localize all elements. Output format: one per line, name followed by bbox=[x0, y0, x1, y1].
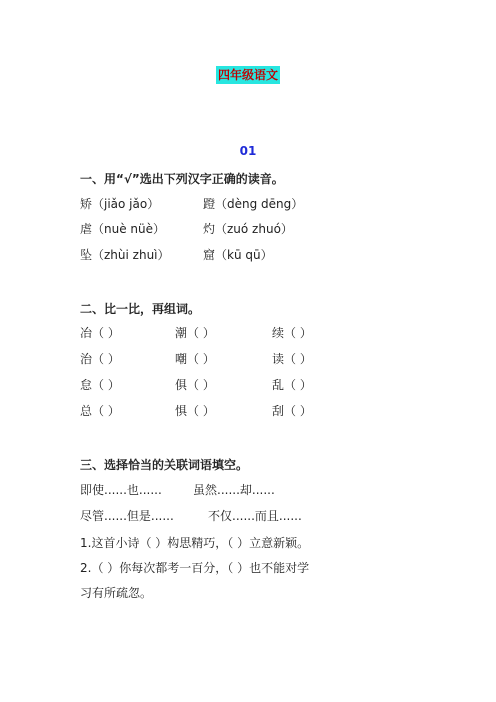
section2-row-1 bbox=[80, 325, 410, 341]
section-number: 01 bbox=[239, 144, 257, 158]
section3-options-row-2 bbox=[80, 508, 410, 524]
section3-heading: 三、选择恰当的关联词语填空。 bbox=[80, 458, 249, 472]
word-item: 总（ ） bbox=[80, 404, 120, 418]
section2-row-4 bbox=[80, 403, 410, 419]
pinyin-item: 灼（zuó zhuó） bbox=[203, 222, 293, 236]
pinyin-item: 窟（kū qū） bbox=[203, 248, 273, 262]
word-item: 读（ ） bbox=[272, 352, 312, 366]
section2-row-3 bbox=[80, 377, 410, 393]
section1-heading: 一、用“√”选出下列汉字正确的读音。 bbox=[80, 172, 284, 186]
word-item: 潮（ ） bbox=[175, 326, 215, 340]
page-title: 四年级语文 bbox=[217, 68, 278, 82]
question-2-continued: 习有所疏忽。 bbox=[80, 586, 153, 600]
pinyin-item: 虐（nuè nüè） bbox=[80, 222, 166, 236]
section2-row-2 bbox=[80, 351, 410, 367]
section3-options-row-1 bbox=[80, 482, 410, 498]
pinyin-item: 矫（jiǎo jǎo） bbox=[80, 197, 160, 211]
pinyin-item: 坠（zhùi zhuì） bbox=[80, 248, 170, 262]
word-item: 俱（ ） bbox=[175, 378, 215, 392]
word-item: 刮（ ） bbox=[272, 404, 312, 418]
question-1: 1.这首小诗（ ）构思精巧，（ ）立意新颖。 bbox=[80, 536, 310, 550]
word-item: 冶（ ） bbox=[80, 326, 120, 340]
word-item: 续（ ） bbox=[272, 326, 312, 340]
word-item: 怠（ ） bbox=[80, 378, 120, 392]
section1-row-1 bbox=[80, 196, 440, 212]
question-2: 2.（ ）你每次都考一百分，（ ）也不能对学 bbox=[80, 561, 310, 575]
section2-heading: 二、比一比，再组词。 bbox=[80, 302, 201, 316]
pinyin-item: 蹬（dèng dēng） bbox=[203, 197, 304, 211]
word-item: 嘲（ ） bbox=[175, 352, 215, 366]
conjunction-option: 虽然......却...... bbox=[193, 483, 275, 497]
word-item: 治（ ） bbox=[80, 352, 120, 366]
word-item: 惧（ ） bbox=[175, 404, 215, 418]
conjunction-option: 即使......也...... bbox=[80, 483, 162, 497]
word-item: 乱（ ） bbox=[272, 378, 312, 392]
section1-row-3 bbox=[80, 247, 440, 263]
section1-row-2 bbox=[80, 221, 440, 237]
conjunction-option: 尽管......但是...... bbox=[80, 509, 174, 523]
title-container bbox=[0, 64, 496, 84]
conjunction-option: 不仅......而且...... bbox=[208, 509, 302, 523]
